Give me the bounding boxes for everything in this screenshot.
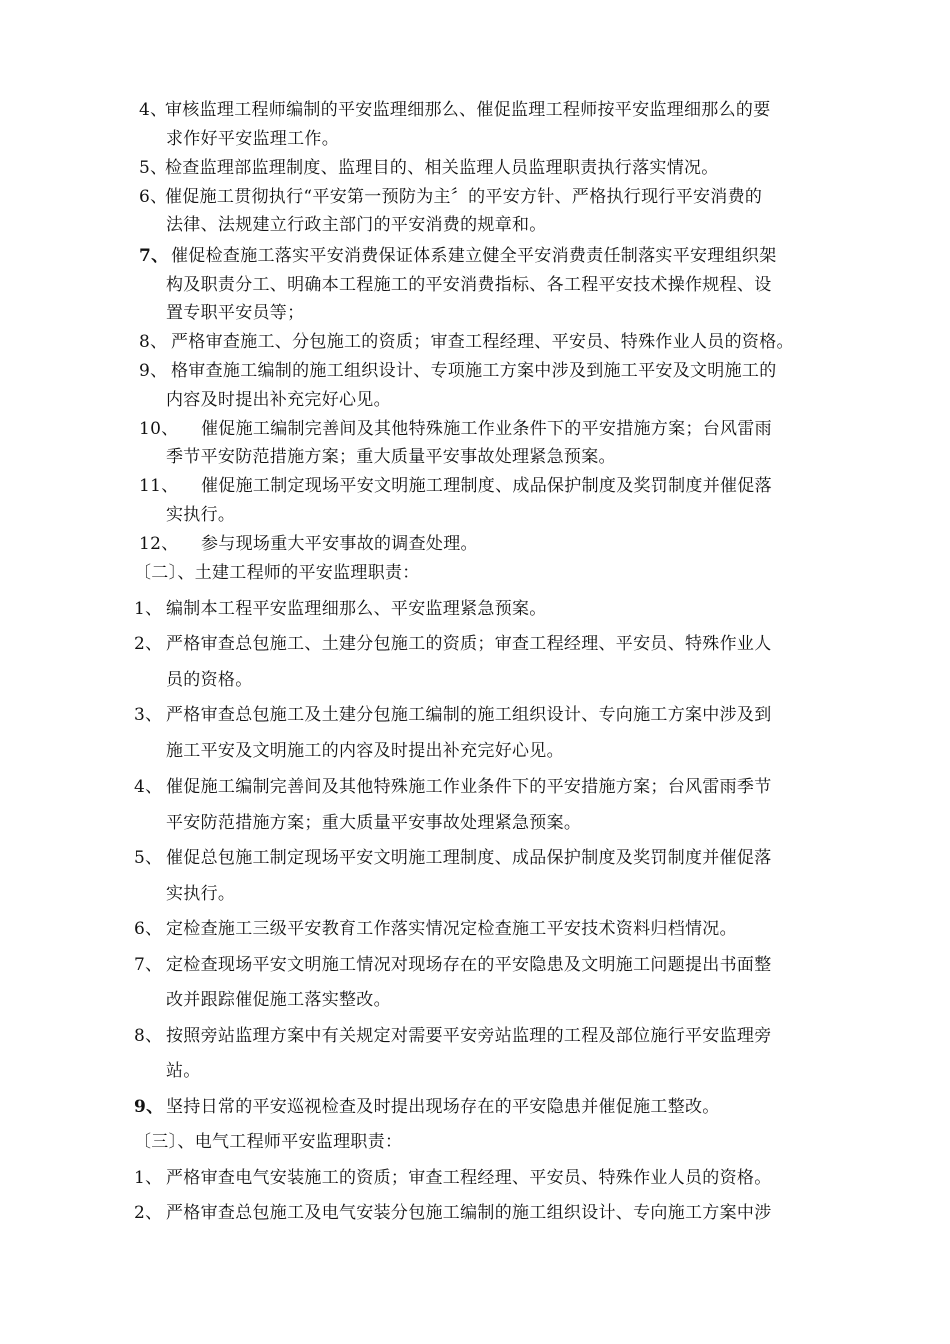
list-item-continuation	[166, 504, 235, 526]
list-item	[134, 1096, 720, 1118]
item-text: 催促施工制定现场平安文明施工理制度、成品保护制度及奖罚制度并催促落	[201, 476, 772, 496]
list-item	[139, 245, 777, 267]
item-text: 定检查施工三级平安教育工作落实情况定检查施工平安技术资料归档情况。	[166, 919, 737, 939]
item-number: 2、	[134, 1203, 163, 1223]
list-item	[139, 331, 794, 353]
list-item-continuation	[166, 128, 339, 150]
section-heading	[134, 562, 420, 584]
list-item	[134, 847, 772, 869]
item-text: 催促总包施工制定现场平安文明施工理制度、成品保护制度及奖罚制度并催促落	[166, 848, 772, 868]
list-item	[139, 475, 772, 497]
item-text: 站。	[166, 1061, 201, 1081]
item-number: 8、	[139, 332, 168, 352]
item-number: 6、	[139, 187, 168, 207]
list-item-continuation	[166, 669, 253, 691]
item-number: 9、	[139, 361, 168, 381]
item-text: 检查监理部监理制度、监理目的、相关监理人员监理职责执行落实情况。	[165, 158, 719, 178]
item-number: 12、	[139, 534, 179, 554]
item-number: 1、	[134, 599, 163, 619]
item-text: 施工平安及文明施工的内容及时提出补充完好心见。	[166, 741, 564, 761]
item-text: 严格审查总包施工、土建分包施工的资质；审查工程经理、平安员、特殊作业人	[166, 634, 772, 654]
item-number: 1、	[134, 1168, 163, 1188]
item-text: 法律、法规建立行政主部门的平安消费的规章和。	[166, 215, 547, 235]
list-item-continuation	[166, 302, 304, 324]
list-item	[134, 633, 772, 655]
item-text: 定检查现场平安文明施工情况对现场存在的平安隐患及文明施工问题提出书面整	[166, 955, 772, 975]
list-item	[134, 918, 737, 940]
item-number: 10、	[139, 419, 179, 439]
item-text: 催促施工编制完善间及其他特殊施工作业条件下的平安措施方案；台风雷雨	[201, 419, 772, 439]
item-number: 6、	[134, 919, 163, 939]
list-item	[139, 418, 772, 440]
item-number: 4、	[139, 100, 168, 120]
item-text: 季节平安防范措施方案；重大质量平安事故处理紧急预案。	[166, 447, 616, 467]
list-item	[134, 598, 547, 620]
list-item	[139, 360, 777, 382]
item-text: 催促施工编制完善间及其他特殊施工作业条件下的平安措施方案；台风雷雨季节	[166, 777, 772, 797]
item-text: 员的资格。	[166, 670, 253, 690]
item-text: 实执行。	[166, 884, 236, 904]
item-text: 内容及时提出补充完好心见。	[166, 390, 391, 410]
item-number: 2、	[134, 634, 163, 654]
item-number: 5、	[134, 848, 163, 868]
item-text: 严格审查总包施工及土建分包施工编制的施工组织设计、专向施工方案中涉及到	[166, 705, 772, 725]
item-number: 8、	[134, 1026, 163, 1046]
section-heading	[134, 1131, 402, 1153]
list-item	[134, 954, 772, 976]
item-text: 参与现场重大平安事故的调查处理。	[201, 534, 478, 554]
list-item	[134, 1202, 772, 1224]
item-number: 7、	[139, 246, 169, 266]
item-number: 9、	[134, 1097, 164, 1117]
list-item	[134, 1025, 772, 1047]
list-item-continuation	[166, 883, 235, 905]
item-text: 按照旁站监理方案中有关规定对需要平安旁站监理的工程及部位施行平安监理旁	[166, 1026, 772, 1046]
list-item-continuation	[166, 274, 772, 296]
list-item	[139, 186, 762, 208]
item-text: 平安防范措施方案；重大质量平安事故处理紧急预案。	[166, 813, 582, 833]
item-text: 严格审查总包施工及电气安装分包施工编制的施工组织设计、专向施工方案中涉	[166, 1203, 772, 1223]
section-heading-text: 〔二〕、土建工程师的平安监理职责：	[134, 563, 420, 583]
item-text: 求作好平安监理工作。	[166, 129, 339, 149]
item-text: 实执行。	[166, 505, 236, 525]
item-text: 催促施工贯彻执行“平安第一预防为主〞的平安方针、严格执行现行平安消费的	[165, 187, 763, 207]
item-text: 编制本工程平安监理细那么、平安监理紧急预案。	[166, 599, 547, 619]
item-text: 严格审查电气安装施工的资质；审查工程经理、平安员、特殊作业人员的资格。	[166, 1168, 772, 1188]
item-number: 3、	[134, 705, 163, 725]
list-item-continuation	[166, 812, 581, 834]
list-item	[139, 157, 719, 179]
list-item	[134, 1167, 772, 1189]
list-item	[139, 533, 478, 555]
list-item-continuation	[166, 1060, 201, 1082]
item-text: 置专职平安员等；	[166, 303, 305, 323]
item-number: 11、	[139, 476, 179, 496]
list-item	[139, 99, 771, 121]
list-item	[134, 704, 772, 726]
item-number: 7、	[134, 955, 163, 975]
item-text: 构及职责分工、明确本工程施工的平安消费指标、各工程平安技术操作规程、设	[166, 275, 772, 295]
list-item-continuation	[166, 214, 547, 236]
item-text: 严格审查施工、分包施工的资质；审查工程经理、平安员、特殊作业人员的资格。	[171, 332, 794, 352]
section-heading-text: 〔三〕、电气工程师平安监理职责：	[134, 1132, 403, 1152]
list-item-continuation	[166, 740, 564, 762]
list-item-continuation	[166, 389, 391, 411]
item-text: 格审查施工编制的施工组织设计、专项施工方案中涉及到施工平安及文明施工的	[171, 361, 777, 381]
item-text: 坚持日常的平安巡视检查及时提出现场存在的平安隐患并催促施工整改。	[166, 1097, 720, 1117]
list-item-continuation	[166, 989, 391, 1011]
item-number: 5、	[139, 158, 168, 178]
item-text: 改并跟踪催促施工落实整改。	[166, 990, 391, 1010]
item-text: 审核监理工程师编制的平安监理细那么、催促监理工程师按平安监理细那么的要	[165, 100, 771, 120]
list-item	[134, 776, 772, 798]
item-number: 4、	[134, 777, 163, 797]
list-item-continuation	[166, 446, 616, 468]
item-text: 催促检查施工落实平安消费保证体系建立健全平安消费责任制落实平安理组织架	[171, 246, 777, 266]
